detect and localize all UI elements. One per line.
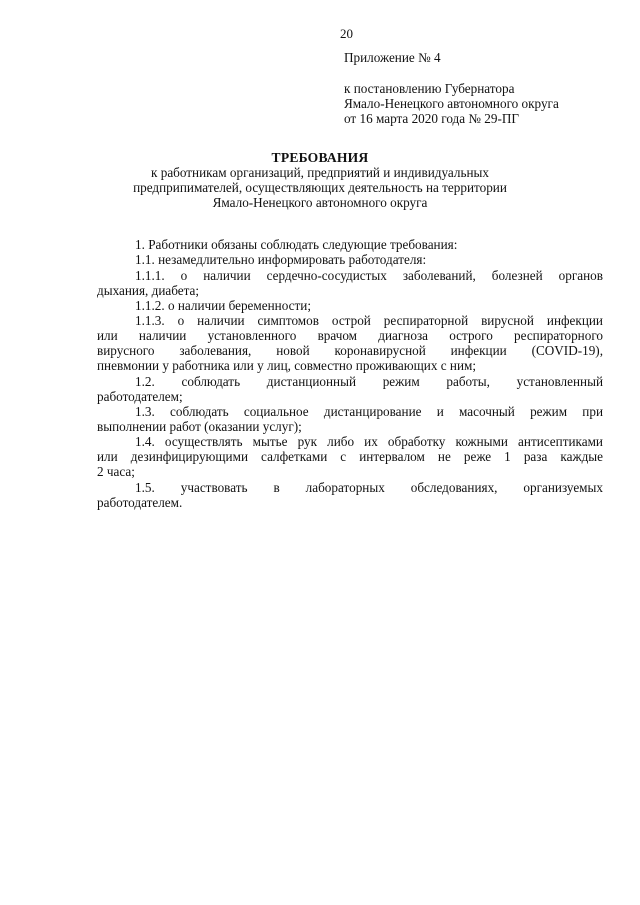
appendix-reference-line: от 16 марта 2020 года № 29-ПГ: [344, 111, 519, 126]
requirement-item-1-5-cont: работодателем.: [97, 495, 183, 510]
document-subtitle-line: к работникам организаций, предприятий и индивидуальных: [151, 165, 489, 180]
requirement-item-1-1-1-cont: дыхания, диабета;: [97, 283, 200, 298]
requirement-item-1-5: 1.5. участвовать в лабораторных обследованиях, организуемых: [135, 480, 603, 495]
document-subtitle-line: Ямало-Ненецкого автономного округа: [212, 195, 428, 210]
requirement-item-1-1: 1.1. незамедлительно информировать работодателя:: [135, 252, 427, 267]
requirement-item-1: 1. Работники обязаны соблюдать следующие требования:: [135, 237, 458, 252]
appendix-title: Приложение № 4: [344, 50, 441, 65]
requirement-item-1-4-cont: или дезинфицирующими салфетками с интервалом не реже 1 раза каждые: [97, 449, 603, 464]
requirement-item-1-2-cont: работодателем;: [97, 389, 183, 404]
requirement-item-1-1-2: 1.1.2. о наличии беременности;: [135, 298, 311, 313]
requirement-item-1-1-3: 1.1.3. о наличии симптомов острой респираторной вирусной инфекции: [135, 313, 603, 328]
requirement-item-1-1-1: 1.1.1. о наличии сердечно-сосудистых заболеваний, болезней органов: [135, 268, 603, 283]
requirement-item-1-4: 1.4. осуществлять мытье рук либо их обработку кожными антисептиками: [135, 434, 603, 449]
appendix-reference-line: Ямало-Ненецкого автономного округа: [344, 96, 559, 111]
requirement-item-1-1-3-cont: пневмонии у работника или у лиц, совместно проживающих с ним;: [97, 358, 477, 373]
document-subtitle-line: предприпимателей, осуществляющих деятельность на территории: [133, 180, 507, 195]
requirement-item-1-4-cont: 2 часа;: [97, 464, 135, 479]
requirement-item-1-1-3-cont: или наличии установленного врачом диагноза острого респираторного: [97, 328, 603, 343]
requirement-item-1-3-cont: выполнении работ (оказании услуг);: [97, 419, 302, 434]
requirement-item-1-3: 1.3. соблюдать социальное дистанцирование и масочный режим при: [135, 404, 603, 419]
page-number: 20: [340, 26, 353, 41]
requirement-item-1-2: 1.2. соблюдать дистанционный режим работы, установленный: [135, 374, 603, 389]
appendix-reference-line: к постановлению Губернатора: [344, 81, 515, 96]
requirement-item-1-1-3-cont: вирусного заболевания, новой коронавирусной инфекции (COVID-19),: [97, 343, 603, 358]
document-title: ТРЕБОВАНИЯ: [271, 150, 369, 165]
